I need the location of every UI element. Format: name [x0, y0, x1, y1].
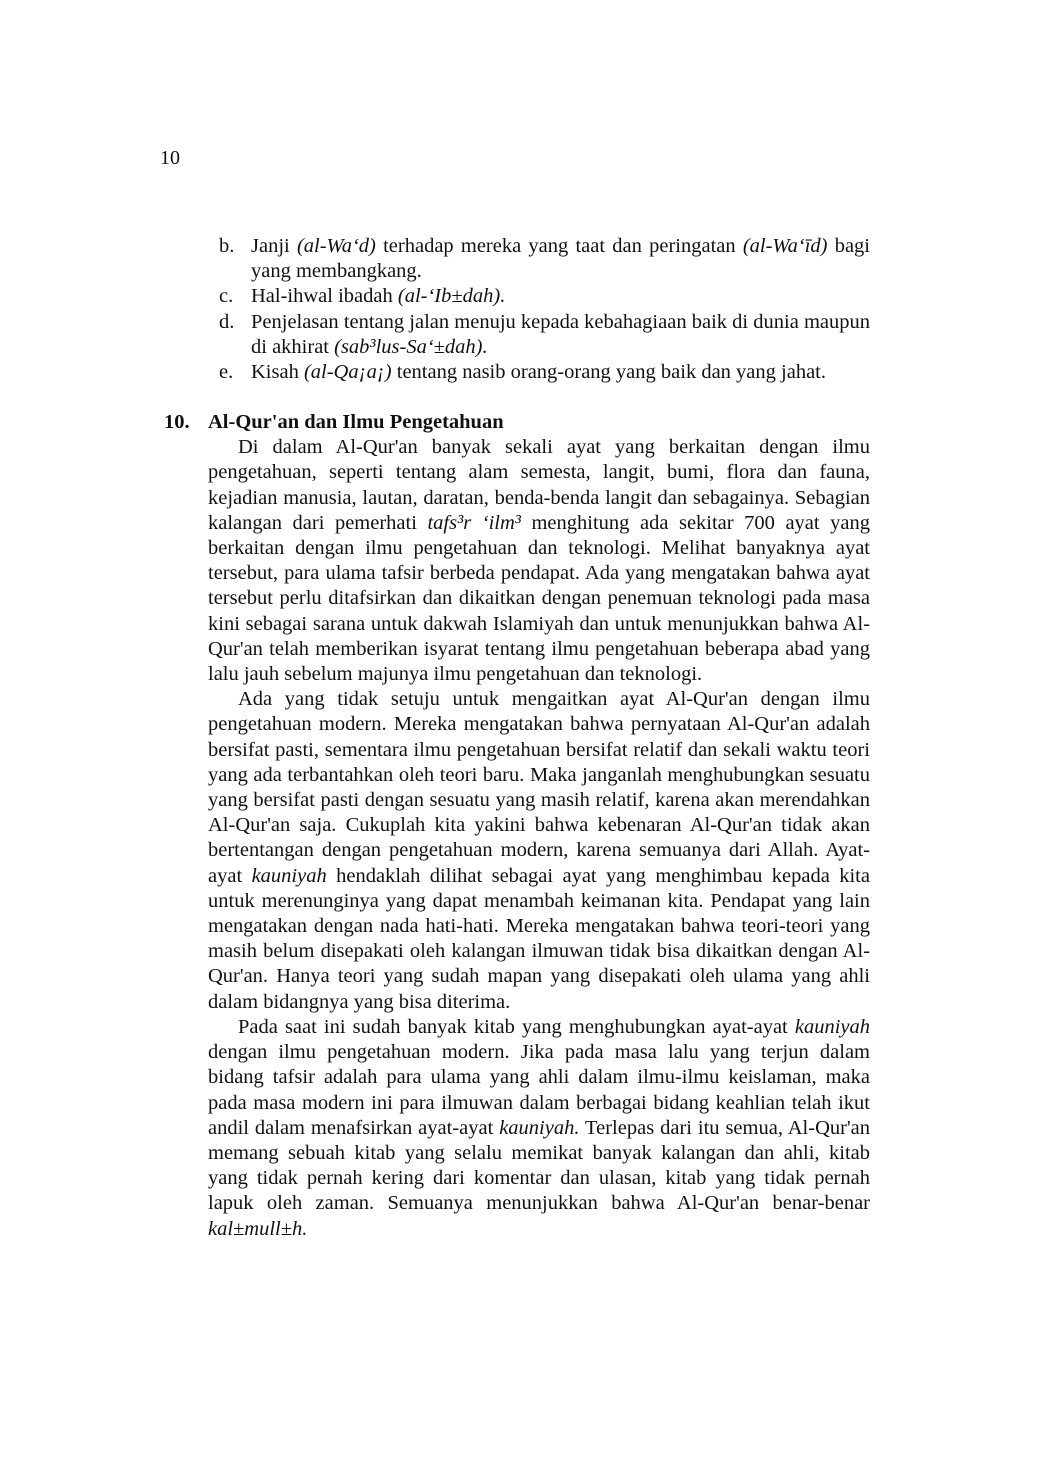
text-run: Ada yang tidak setuju untuk mengaitkan ayat Al-Qur'an dengan ilmu pengetahuan modern. Mereka mengatakan bahwa pernyataan Al-Qur'an adalah bersifat pasti, sementara ilmu pengetahuan bersifat relatif dan sekali waktu teori yang ada terbantahkan oleh teori baru. Maka janganlah menghubungkan sesuatu yang bersifat pasti dengan sesuatu yang masih relatif, karena akan merendahkan Al-Qur'an saja. Cukuplah kita yakini bahwa kebenaran Al-Qur'an tidak akan bertentangan dengan pengetahuan modern, karena semuanya dari Allah. Ayat-ayat	[208, 688, 870, 887]
list-text	[251, 235, 870, 282]
list-item-b	[219, 234, 870, 284]
italic-term: (al-Wa‘d)	[296, 235, 376, 257]
italic-term: kal±mull±h.	[208, 1217, 308, 1240]
page-content	[164, 234, 870, 1242]
text-run: bagi yang membangkang.	[251, 235, 870, 283]
italic-term: kauniyah	[794, 1015, 870, 1038]
italic-term: (sab³lus-Sa‘±dah).	[334, 335, 488, 358]
list-item-c	[219, 284, 870, 309]
italic-term: (al-Qa¡a¡)	[303, 361, 392, 384]
italic-term: tafs³r ‘ilm³	[427, 511, 521, 534]
list-item-e	[219, 360, 870, 385]
text-run: dengan ilmu pengetahuan modern. Jika pada masa lalu yang terjun dalam bidang tafsir adalah para ulama yang ahli dalam ilmu-ilmu keislaman, maka pada masa modern ini para ilmuwan dalam berbagai bidang keahlian telah ikut andil dalam menafsirkan ayat-ayat	[208, 1041, 870, 1139]
list-marker: c.	[219, 285, 234, 308]
section-body	[164, 435, 870, 1242]
list-item-d	[219, 310, 870, 360]
list-marker: e.	[219, 361, 234, 384]
list-text	[251, 311, 870, 358]
text-run: hendaklah dilihat sebagai ayat yang menghimbau kepada kita untuk merenunginya yang dapat menambah keimanan kita. Pendapat yang lain mengatakan dengan nada hati-hati. Mereka mengatakan bahwa teori-teori yang masih belum disepakati oleh kalangan ilmuwan tidak bisa dikaitkan dengan Al-Qur'an. Hanya teori yang sudah mapan yang disepakati oleh ulama yang ahli dalam bidangnya yang bisa diterima.	[208, 864, 870, 1013]
text-run: Penjelasan tentang jalan menuju kepada kebahagiaan baik di dunia maupun di akhirat	[251, 310, 870, 358]
text-run: Terlepas dari itu semua, Al-Qur'an memang sebuah kitab yang selalu memikat banyak kalangan dan ahli, kitab yang tidak pernah kering dari komentar dan ulasan, kitab yang tidak pernah lapuk oleh zaman. Semuanya menunjukkan bahwa Al-Qur'an benar-benar	[208, 1116, 870, 1215]
list	[164, 234, 870, 385]
list-marker: d.	[219, 310, 235, 333]
text-run: terhadap mereka yang taat dan peringatan	[375, 235, 743, 257]
paragraph	[208, 687, 870, 1015]
italic-term: (al-Wa‘īd)	[742, 235, 828, 257]
text-run: Di dalam Al-Qur'an banyak sekali ayat yang berkaitan dengan ilmu pengetahuan, seperti tentang alam semesta, langit, bumi, flora dan fauna, kejadian manusia, lautan, daratan, benda-benda langit dan sebagainya. Sebagian kalangan dari pemerhati	[208, 436, 870, 534]
list-text	[251, 285, 505, 307]
section-heading	[164, 410, 870, 435]
section-title: Al-Qur'an dan Ilmu Pengetahuan	[208, 411, 504, 434]
text-run: Pada saat ini sudah banyak kitab yang menghubungkan ayat-ayat	[238, 1015, 795, 1038]
list-text	[251, 361, 826, 383]
text-run: menghitung ada sekitar 700 ayat yang berkaitan dengan ilmu pengetahuan dan teknologi. Melihat banyaknya ayat tersebut, para ulama tafsir berbeda pendapat. Ada yang mengatakan bahwa ayat tersebut perlu ditafsirkan dan dikaitkan dengan penemuan teknologi pada masa kini sebagai sarana untuk dakwah Islamiyah dan untuk menunjukkan bahwa Al-Qur'an telah memberikan isyarat tentang ilmu pengetahuan beberapa abad yang lalu jauh sebelum majunya ilmu pengetahuan dan teknologi.	[208, 511, 870, 686]
section-number: 10.	[164, 411, 190, 434]
text-run: Kisah	[251, 361, 304, 384]
italic-term: (al-‘Ib±dah).	[397, 285, 506, 308]
paragraph	[208, 435, 870, 687]
paragraph	[208, 1015, 870, 1242]
text-run: Janji	[251, 235, 297, 257]
text-run: tentang nasib orang-orang yang baik dan yang jahat.	[391, 361, 826, 384]
text-run: Hal-ihwal ibadah	[251, 285, 398, 308]
italic-term: kauniyah	[251, 864, 327, 887]
page-number: 10	[160, 147, 180, 169]
list-marker: b.	[219, 235, 235, 257]
italic-term: kauniyah.	[499, 1116, 580, 1139]
